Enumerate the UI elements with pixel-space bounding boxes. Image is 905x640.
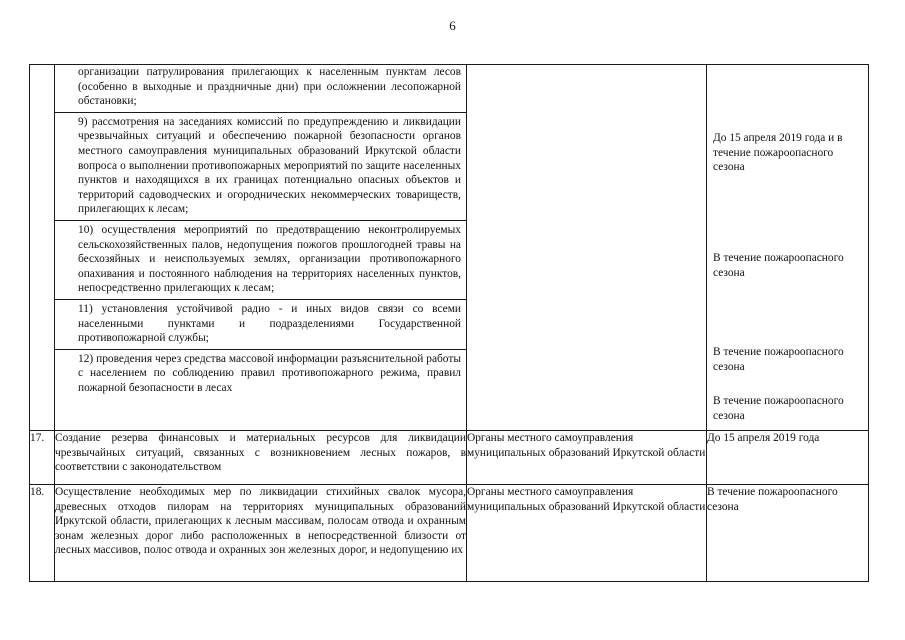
task-paragraph: организации патрулирования прилегающих к населенным пунктам лесов (особенно в выходные и праздничные дни) при осложнении лесопожарной обстановки; (78, 66, 461, 108)
term-cell: До 15 апреля 2019 года (707, 431, 869, 485)
task-cell: Осуществление необходимых мер по ликвидации стихийных свалок мусора, древесных отходов пилорам на территориях муниципальных образований Иркутской области, прилегающих к лесным массивам, полосам отвода и охранным зонам железных дорог либо расположенных в непосредственной близости от лесных массивов, полос отвода и охранных зон железных дорог, и недопущению их (55, 485, 467, 582)
page-number: 6 (449, 18, 456, 33)
row-number-cell (30, 65, 55, 431)
task-paragraph: 11) установления устойчивой радио - и иных видов связи со всеми населенными пунктами и подразделениями Государственной противопожарной службы; (55, 299, 466, 349)
organization-cell: Органы местного самоуправления муниципальных образований Иркутской области (467, 485, 707, 582)
table-row-continued (30, 65, 869, 431)
organization-cell (467, 65, 707, 431)
measures-table (29, 64, 869, 582)
term-cell: В течение пожароопасного сезона (707, 485, 869, 582)
task-paragraph: 9) рассмотрения на заседаниях комиссий по предупреждению и ликвидации чрезвычайных ситуаций и обеспечению пожарной безопасности органов местного самоуправления муниципальных образований Иркутской области вопроса о выполнении противопожарных мероприятий по защите населенных пунктов и находящихся в их границах потенциально опасных объектов и территорий садоводческих и огороднических некоммерческих товариществ, прилегающих к лесам; (55, 112, 466, 220)
organization-cell: Органы местного самоуправления муниципальных образований Иркутской области (467, 431, 707, 485)
term-text: До 15 апреля 2019 года и в течение пожароопасного сезона (713, 132, 843, 174)
row-number: 17. (30, 431, 55, 485)
table-row (30, 485, 869, 582)
task-paragraph: 10) осуществления мероприятий по предотвращению неконтролируемых сельскохозяйственных палов, недопущения пожогов прошлогодней травы на бесхозяйных и неиспользуемых землях, организации противопожарного опахивания и постоянного наблюдения на территориях населенных пунктов, непосредственно прилегающих к лесам; (55, 220, 466, 299)
task-cell: Создание резерва финансовых и материальных ресурсов для ликвидации чрезвычайных ситуаций, связанных с возникновением лесных пожаров, в соответствии с законодательством (55, 431, 467, 485)
term-text: В течение пожароопасного сезона (713, 346, 844, 373)
table-row (30, 431, 869, 485)
term-text: В течение пожароопасного сезона (713, 395, 844, 422)
task-paragraph: 12) проведения через средства массовой информации разъяснительной работы с населением по соблюдению правил противопожарного режима, правил пожарной безопасности в лесах (55, 349, 466, 399)
task-cell (55, 65, 467, 431)
term-cell (707, 65, 869, 431)
term-text: В течение пожароопасного сезона (713, 252, 844, 279)
row-number: 18. (30, 485, 55, 582)
